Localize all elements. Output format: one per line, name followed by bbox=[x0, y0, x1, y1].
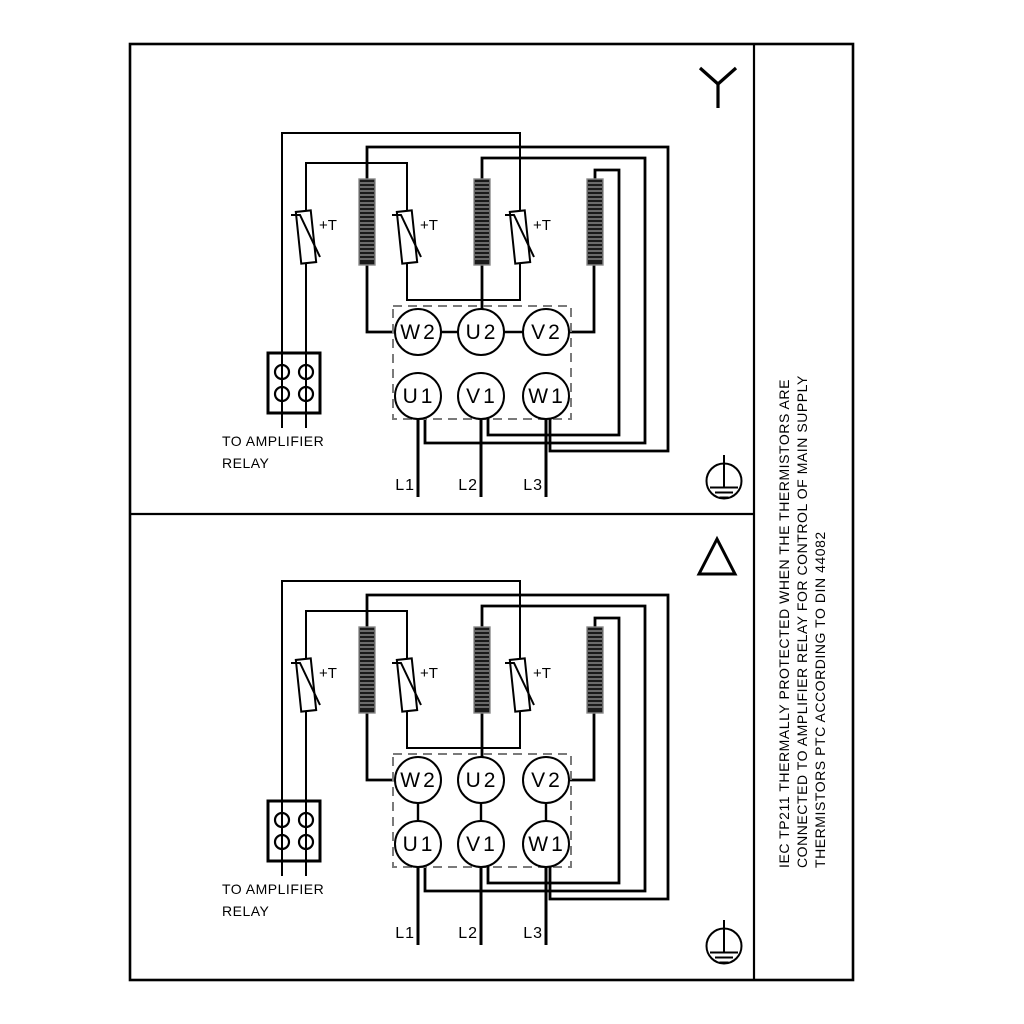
panel-star bbox=[222, 68, 742, 499]
relay-note-line1: TO AMPLIFIER bbox=[222, 433, 325, 449]
terminal-w2 bbox=[395, 757, 441, 803]
terminal-v1 bbox=[458, 821, 504, 867]
delta-terminal-links bbox=[418, 803, 546, 821]
terminal-w2 bbox=[395, 309, 441, 355]
thermistor-label: +T bbox=[533, 665, 551, 682]
supply-line-l2-label: L2 bbox=[458, 477, 478, 494]
thermistor-label: +T bbox=[420, 665, 438, 682]
supply-line-l2-label: L2 bbox=[458, 925, 478, 942]
relay-note-line2: RELAY bbox=[222, 455, 270, 471]
terminal-u1-label: U1 bbox=[402, 385, 436, 408]
side-note-line1: IEC TP211 THERMALLY PROTECTED WHEN THE THERMISTORS ARE bbox=[776, 379, 792, 868]
terminal-w2-label: W2 bbox=[400, 321, 438, 344]
thermistor-label: +T bbox=[319, 665, 337, 682]
terminal-v2 bbox=[523, 757, 569, 803]
terminal-u2 bbox=[458, 309, 504, 355]
terminal-v1-label: V1 bbox=[466, 385, 498, 408]
supply-line-l3-label: L3 bbox=[523, 925, 543, 942]
terminal-u1 bbox=[395, 821, 441, 867]
terminal-v2-label: V2 bbox=[531, 321, 563, 344]
earth-ground-icon bbox=[707, 455, 742, 499]
supply-line-l1-label: L1 bbox=[395, 925, 415, 942]
terminal-board-star bbox=[395, 309, 569, 419]
terminal-w1 bbox=[523, 821, 569, 867]
terminal-v1-label: V1 bbox=[466, 833, 498, 856]
terminal-w2-label: W2 bbox=[400, 769, 438, 792]
terminal-u2-label: U2 bbox=[465, 769, 499, 792]
relay-note-line2: RELAY bbox=[222, 903, 270, 919]
terminal-w1-label: W1 bbox=[528, 833, 566, 856]
terminal-v2-label: V2 bbox=[531, 769, 563, 792]
thermistor-label: +T bbox=[420, 217, 438, 234]
side-note bbox=[776, 375, 828, 868]
terminal-w1 bbox=[523, 373, 569, 419]
side-note-line3: THERMISTORS PTC ACCORDING TO DIN 44082 bbox=[812, 531, 828, 868]
terminal-v2 bbox=[523, 309, 569, 355]
terminal-u2-label: U2 bbox=[465, 321, 499, 344]
side-note-line2: CONNECTED TO AMPLIFIER RELAY FOR CONTROL OF MAIN SUPPLY bbox=[794, 375, 810, 868]
supply-line-l3-label: L3 bbox=[523, 477, 543, 494]
relay-note-line1: TO AMPLIFIER bbox=[222, 881, 325, 897]
terminal-w1-label: W1 bbox=[528, 385, 566, 408]
terminal-u2 bbox=[458, 757, 504, 803]
star-connection-icon bbox=[700, 68, 736, 108]
earth-ground-icon bbox=[707, 920, 742, 964]
terminal-u1 bbox=[395, 373, 441, 419]
terminal-v1 bbox=[458, 373, 504, 419]
panel-delta bbox=[222, 539, 742, 964]
thermistor-label: +T bbox=[533, 217, 551, 234]
terminal-u1-label: U1 bbox=[402, 833, 436, 856]
supply-line-l1-label: L1 bbox=[395, 477, 415, 494]
thermistor-label: +T bbox=[319, 217, 337, 234]
delta-connection-icon bbox=[699, 539, 735, 574]
